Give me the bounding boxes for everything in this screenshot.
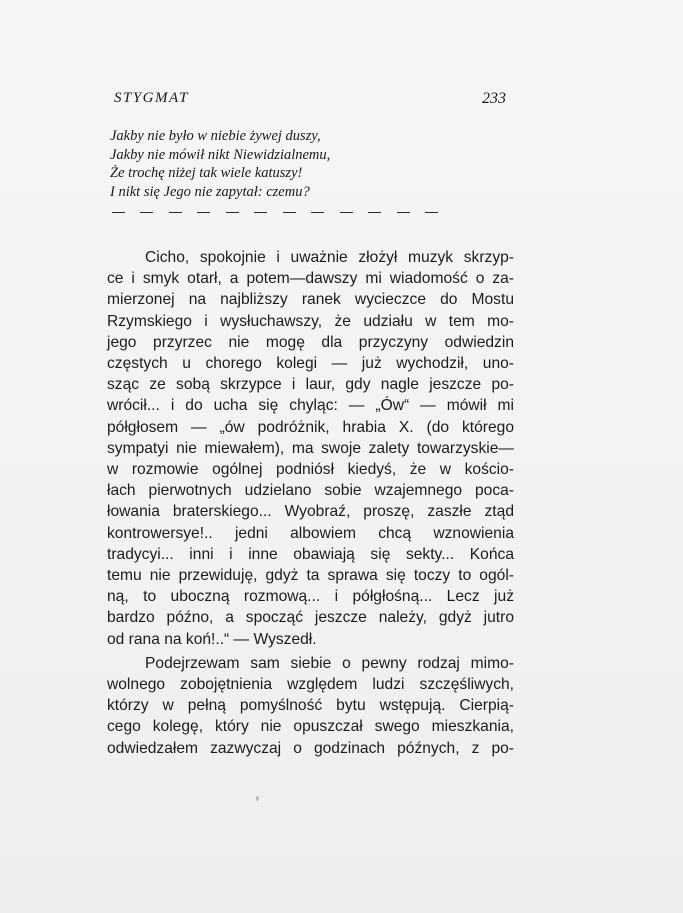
body-text [107, 247, 514, 759]
divider-dash [283, 212, 296, 213]
text-line: od rana na koń!..“ — Wyszedł. [107, 630, 317, 648]
text-line: mierzonej na najbliższy ranek wycieczce do Mostu [107, 291, 514, 309]
text-line: bardzo późno, a spocząć jeszcze należy, gdyż jutro [107, 609, 514, 627]
text-line: sympatyi nie miewałem), ma swoje zalety towarzyskie— [107, 439, 514, 457]
text-line: cego kolegę, który nie opuszczał swego mieszkania, [107, 718, 514, 736]
text-line: ną, to uboczną rozmową... i półgłośną... Lecz już [107, 588, 514, 606]
text-line: ce i smyk otarł, a potem—dawszy mi wiadomość o za- [107, 270, 514, 288]
poem-line: Że trochę niżej tak wiele katuszy! [110, 165, 303, 181]
divider-dash [140, 212, 153, 213]
text-line: łowania braterskiego... Wyobraź, proszę, zaszłe ztąd [107, 503, 514, 521]
divider-dash [340, 212, 353, 213]
divider-dash [197, 212, 210, 213]
paragraph [107, 247, 514, 650]
poem-stanza [110, 127, 440, 201]
text-line: Cicho, spokojnie i uważnie złożył muzyk skrzyp- [145, 249, 514, 266]
text-line: wolnego zobojętnienia względem ludzi szczęśliwych, [107, 676, 514, 694]
text-line: jego przyrzec nie mogę dla przyczyny odwiedzin [107, 333, 514, 351]
divider-dash [425, 212, 438, 213]
poem-line: I nikt się Jego nie zapytał: czemu? [110, 183, 310, 200]
text-line: Rzymskiego i wysłuchawszy, że udziału w tem mo- [107, 312, 514, 330]
text-line: wrócił... i do ucha się chyląc: — „Ów“ — mówił mi [107, 397, 514, 415]
text-line: kontrowersye!.. jedni albowiem chcą wznowienia [107, 524, 514, 542]
text-line: w rozmowie ogólnej podniósł kiedyś, że w kościo- [107, 461, 514, 479]
divider-dash [169, 212, 182, 213]
divider-dash [254, 212, 267, 213]
divider-dash [368, 212, 381, 213]
paper-speck [256, 796, 259, 801]
text-line: łach pierwotnych udzielano sobie wzajemnego poca- [107, 482, 514, 500]
text-line: odwiedzałem zazwyczaj o godzinach późnych, z po- [107, 739, 514, 757]
text-line: półgłosem — „ów podróżnik, hrabia X. (do którego [107, 418, 514, 436]
page-number: 233 [482, 90, 506, 107]
divider-dash [311, 212, 324, 213]
paragraph [107, 653, 514, 759]
text-line: częstych u chorego kolegi — już wychodził, uno- [107, 355, 514, 373]
text-line: tradycyi... inni i inne obawiają się sekty... Końca [107, 545, 514, 563]
text-line: temu nie przewiduję, gdyż ta sprawa się toczy to ogól- [107, 567, 514, 585]
text-line: którzy w pełną pomyślność bytu wstępują. Cierpią- [107, 697, 514, 715]
section-divider [112, 212, 438, 213]
divider-dash [397, 212, 410, 213]
divider-dash [226, 212, 239, 213]
poem-line: Jakby nie było w niebie żywej duszy, [110, 128, 321, 144]
text-line: sząc ze sobą skrzypce i laur, gdy nagle jeszcze po- [107, 376, 514, 394]
text-line: Podejrzewam sam siebie o pewny rodzaj mimo- [145, 654, 514, 672]
running-header-title: STYGMAT [114, 90, 189, 106]
poem-line: Jakby nie mówił nikt Niewidzialnemu, [110, 146, 331, 163]
divider-dash [112, 212, 125, 213]
